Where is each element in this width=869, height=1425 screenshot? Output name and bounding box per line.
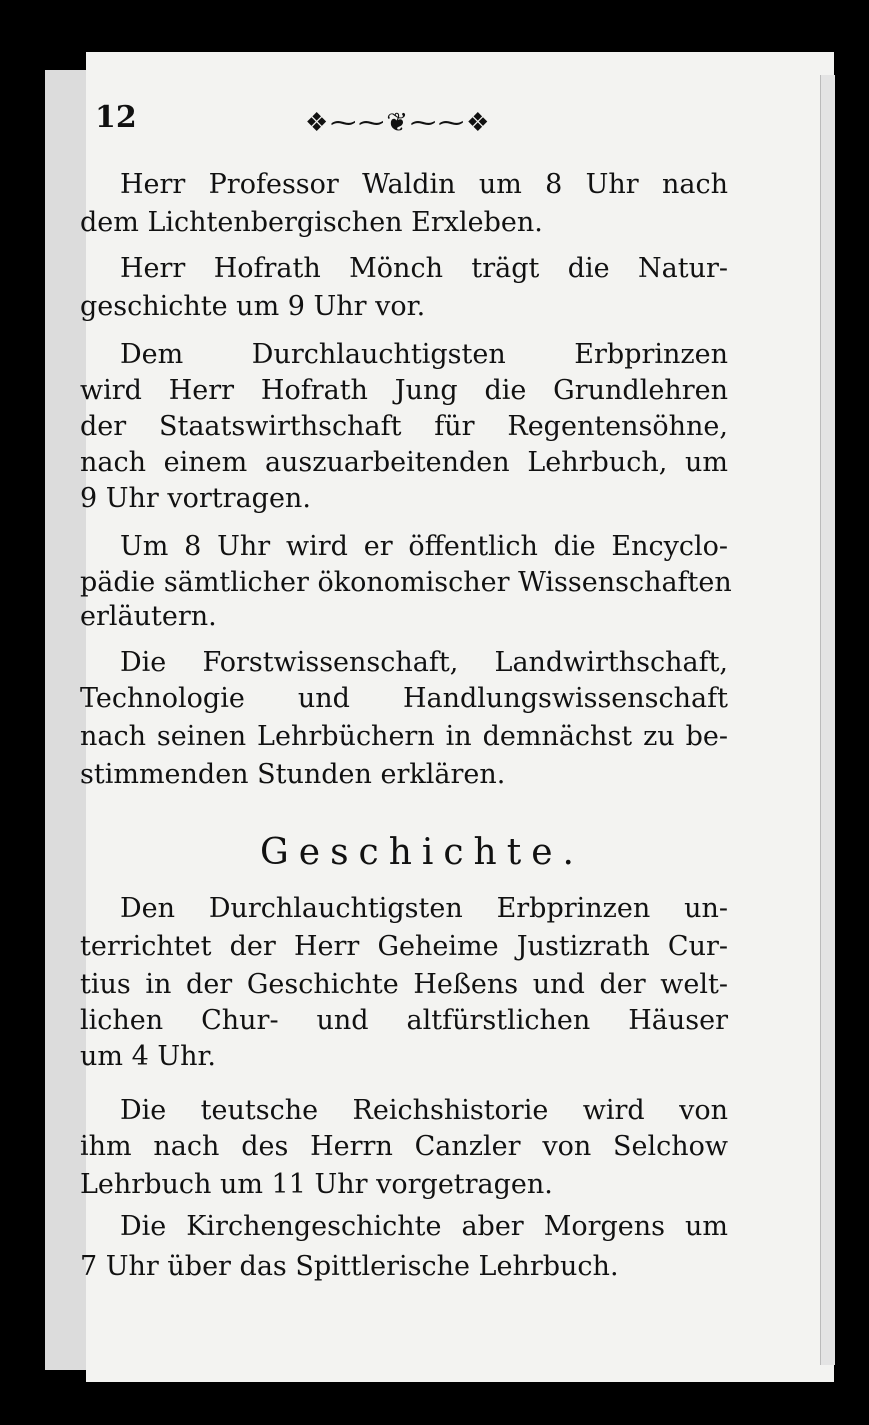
text-line: geschichte um 9 Uhr vor.	[80, 291, 426, 322]
text-line: Technologie und Handlungswissenschaft	[80, 683, 728, 714]
text-line: stimmenden Stunden erklären.	[80, 759, 506, 790]
text-line: lichen Chur- und altfürstlichen Häuser	[80, 1005, 728, 1036]
page-edge	[820, 75, 835, 1365]
ornament-divider: ❖⁓⁓❦⁓⁓❖	[305, 108, 492, 138]
text-line: Dem Durchlauchtigsten Erbprinzen	[120, 339, 728, 370]
text-line: ihm nach des Herrn Canzler von Selchow	[80, 1131, 728, 1162]
text-line: Die teutsche Reichshistorie wird von	[120, 1095, 728, 1126]
text-line: terrichtet der Herr Geheime Justizrath Cur-	[80, 931, 728, 962]
text-line: nach einem auszuarbeitenden Lehrbuch, um	[80, 447, 728, 478]
text-line: der Staatswirthschaft für Regentensöhne,	[80, 411, 728, 442]
text-line: nach seinen Lehrbüchern in demnächst zu be-	[80, 721, 728, 752]
text-line: Die Forstwissenschaft, Landwirthschaft,	[120, 647, 728, 678]
text-line: Herr Professor Waldin um 8 Uhr nach	[120, 169, 728, 200]
text-line: erläutern.	[80, 601, 217, 632]
text-line: Die Kirchengeschichte aber Morgens um	[120, 1211, 728, 1242]
text-line: um 4 Uhr.	[80, 1041, 217, 1072]
text-line: Herr Hofrath Mönch trägt die Natur-	[120, 253, 728, 284]
text-line: Lehrbuch um 11 Uhr vorgetragen.	[80, 1169, 553, 1200]
text-line: pädie sämtlicher ökonomischer Wissenschaften	[80, 567, 732, 598]
text-line: Um 8 Uhr wird er öffentlich die Encyclo-	[120, 531, 728, 562]
text-line: Den Durchlauchtigsten Erbprinzen un-	[120, 893, 728, 924]
page-number: 12	[95, 100, 137, 135]
text-line: wird Herr Hofrath Jung die Grundlehren	[80, 375, 728, 406]
text-line: tius in der Geschichte Heßens und der welt-	[80, 969, 728, 1000]
section-heading: Geschichte.	[260, 832, 584, 873]
text-line: dem Lichtenbergischen Erxleben.	[80, 207, 543, 238]
text-line: 9 Uhr vortragen.	[80, 483, 311, 514]
text-line: 7 Uhr über das Spittlerische Lehrbuch.	[80, 1251, 619, 1282]
